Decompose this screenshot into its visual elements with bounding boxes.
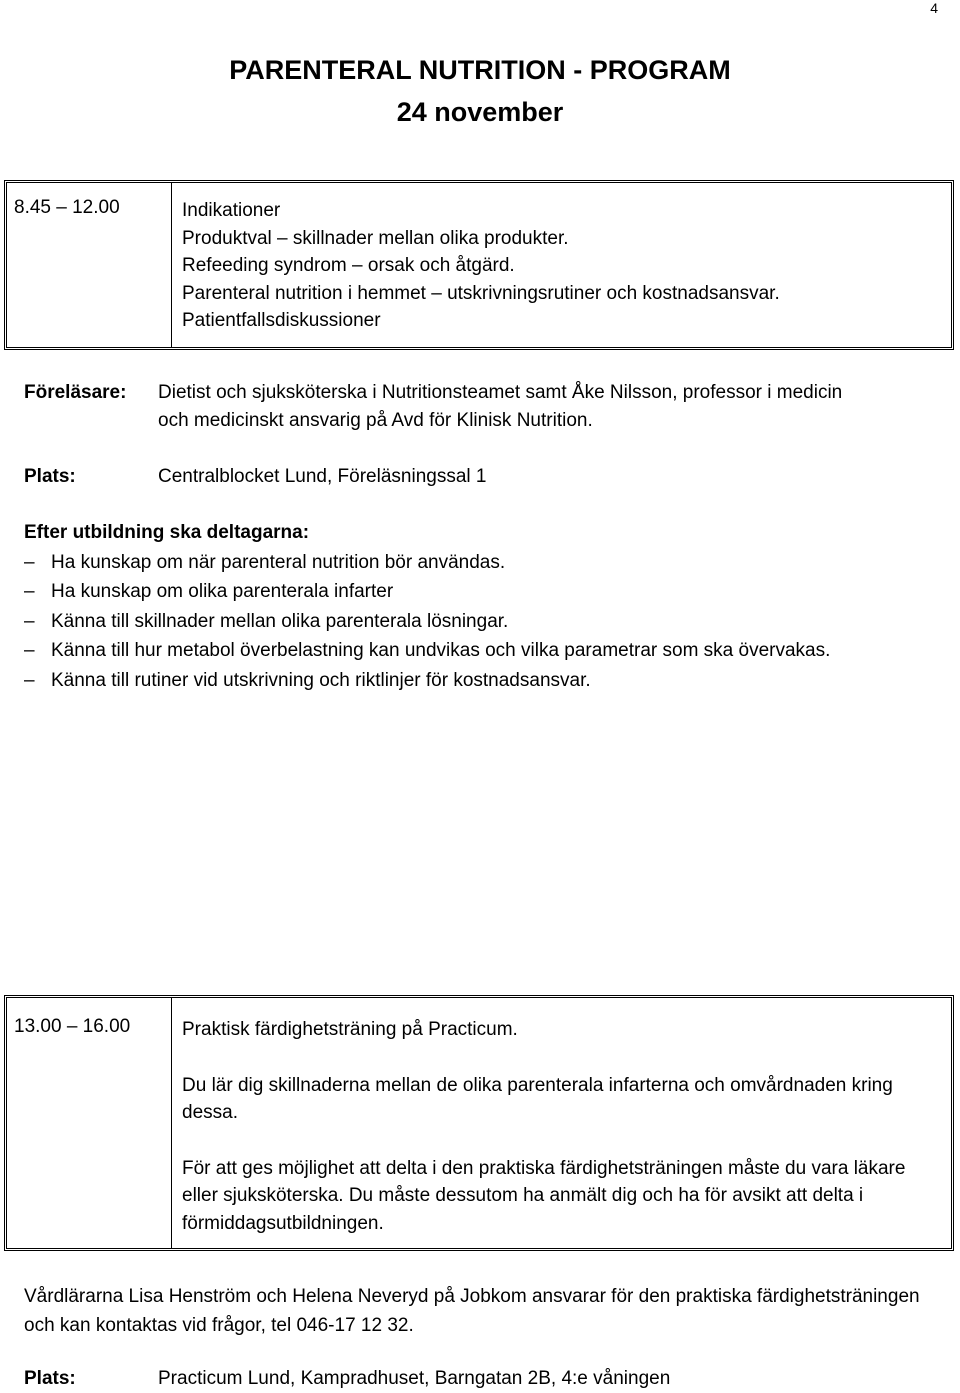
topic-line: Indikationer [182, 200, 281, 221]
goal-text: Känna till rutiner vid utskrivning och riktlinjer för kostnadsansvar. [51, 669, 591, 691]
dash-bullet-icon: – [24, 669, 35, 691]
place-value: Centralblocket Lund, Föreläsningssal 1 [158, 466, 487, 487]
session-time: 8.45 – 12.00 [14, 197, 120, 218]
goals-heading: Efter utbildning ska deltagarna: [24, 522, 310, 543]
dash-bullet-icon: – [24, 581, 35, 602]
lecturer-line-2: och medicinskt ansvarig på Avd för Klinisk Nutrition. [158, 410, 593, 431]
topic-line: Patientfallsdiskussioner [182, 310, 381, 331]
dash-bullet-icon: – [24, 640, 35, 661]
list-item [24, 607, 830, 637]
list-item [24, 577, 830, 607]
practical-description: Du lär dig skillnaderna mellan de olika parenterala infarterna och omvårdnaden kring dessa. [182, 1074, 893, 1123]
session-afternoon-box [4, 995, 954, 1251]
goals-list [24, 548, 830, 696]
page-date: 24 november [396, 97, 564, 127]
contact-paragraph: Vårdlärarna Lisa Henström och Helena Neveryd på Jobkom ansvarar för den praktiska färdighetsträningen och kan kontaktas vid frågor, tel 046-17 12 32. [24, 1286, 920, 1336]
page-title: PARENTERAL NUTRITION - PROGRAM [229, 55, 731, 85]
column-divider [171, 183, 172, 347]
list-item [24, 666, 830, 696]
practical-requirements: För att ges möjlighet att delta i den praktiska färdighetsträningen måste du vara läkare eller sjuksköterska. Du måste dessutom ha anmält dig och ha för avsikt att delta i förmiddagsutbildningen. [182, 1157, 906, 1234]
list-item [24, 636, 830, 666]
lecturer-line-1: Dietist och sjuksköterska i Nutritionsteamet samt Åke Nilsson, professor i medicin [158, 382, 843, 403]
session-morning-box [4, 180, 954, 350]
goal-text: Ha kunskap om olika parenterala infarter [51, 581, 394, 602]
list-item [24, 548, 830, 578]
goal-text: Känna till skillnader mellan olika parenterala lösningar. [51, 610, 509, 632]
session-topics [182, 197, 780, 335]
dash-bullet-icon: – [24, 551, 35, 573]
goal-text: Ha kunskap om när parenteral nutrition bör användas. [51, 551, 506, 573]
topic-line: Refeeding syndrom – orsak och åtgärd. [182, 255, 515, 276]
goal-text: Känna till hur metabol överbelastning kan undvikas och vilka parametrar som ska övervakas. [51, 640, 831, 661]
place-label: Plats: [24, 1368, 76, 1389]
dash-bullet-icon: – [24, 610, 35, 632]
practical-title: Praktisk färdighetsträning på Practicum. [182, 1019, 518, 1040]
session-time: 13.00 – 16.00 [14, 1016, 131, 1037]
learning-goals [24, 518, 830, 695]
topic-line: Parenteral nutrition i hemmet – utskrivningsrutiner och kostnadsansvar. [182, 282, 780, 304]
session-description [182, 1016, 942, 1265]
page-number: 4 [930, 0, 938, 16]
topic-line: Produktval – skillnader mellan olika produkter. [182, 227, 569, 249]
place-label: Plats: [24, 466, 76, 487]
column-divider [171, 998, 172, 1248]
place-value: Practicum Lund, Kampradhuset, Barngatan 2B, 4:e våningen [158, 1368, 671, 1389]
lecturer-label: Föreläsare: [24, 382, 127, 403]
